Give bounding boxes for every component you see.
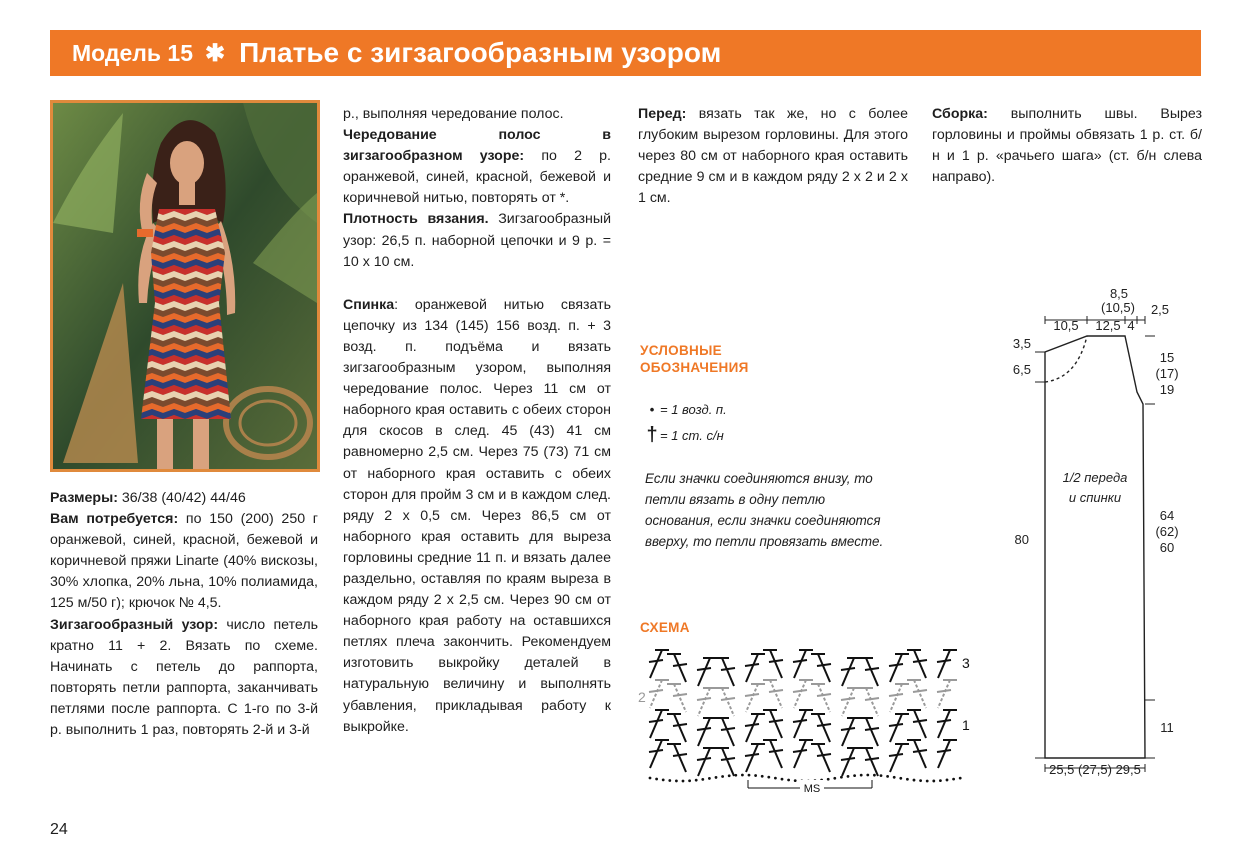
page-title: Платье с зигзагообразным узором bbox=[239, 37, 722, 68]
column-2 bbox=[343, 104, 611, 738]
stitch-symbol bbox=[649, 710, 669, 738]
stitch-symbol bbox=[763, 710, 783, 738]
repeat-label: MS bbox=[803, 783, 821, 794]
stitch-symbol bbox=[889, 684, 909, 712]
chain-dot bbox=[728, 774, 731, 777]
continuation-paragraph: р., выполняя чередование полос. bbox=[343, 106, 564, 122]
zigzag-paragraph: Зигзагообразный узор: число петель кратно 11 + 2. Вязать по схеме. Начинать с петель до раппорта, повторять петли раппорта, заканчивать петлями после раппорта. С 1-го по 3-й р. выполнить 1 раз, повторять 2-й и 3-й bbox=[50, 616, 319, 739]
chain-dot bbox=[794, 779, 797, 782]
stitch-symbol bbox=[889, 714, 909, 742]
chain-stitch-icon: • bbox=[649, 402, 655, 417]
chain-dot bbox=[781, 778, 784, 781]
dim-height-total: 80 bbox=[1014, 532, 1029, 547]
chain-dot bbox=[695, 779, 698, 782]
chain-dot bbox=[847, 775, 850, 778]
dim-neck-a: 3,5 bbox=[1012, 336, 1031, 351]
chain-dot bbox=[649, 777, 652, 780]
assembly-paragraph: Сборка: выполнить швы. Вырез горловины и проймы обвязать 1 р. ст. б/н и 1 р. «рачьего шага» (ст. б/н слева направо). bbox=[932, 106, 1202, 186]
stitch-symbol bbox=[745, 684, 765, 712]
chain-dot bbox=[675, 780, 678, 783]
chain-dot bbox=[827, 778, 830, 781]
stitch-symbol bbox=[745, 654, 765, 682]
chain-dot bbox=[688, 779, 691, 782]
stitch-symbol bbox=[793, 740, 813, 768]
chain-dot bbox=[741, 774, 744, 777]
dim-hem-height: 11 bbox=[1160, 720, 1174, 735]
front-paragraph: Перед: вязать так же, но с более глубоким вырезом горловины. Для этого через 80 см от наборного края оставить средние 9 см и в каждом ряду 2 х 2 и 2 х 1 см. bbox=[638, 106, 908, 207]
back-paragraph: Спинка: оранжевой нитью связать цепочку из 134 (145) 156 возд. п. + 3 возд. п. подъёма и вязать зигзагообразным узором, выполняя чередование полос. Через 11 см от наборного края оставить с обеих сторон для скосов в след. 45 (43) 41 см равномерно 2,5 см. Через 75 (73) 71 см от наборного края оставить с обеих сторон для пройм 3 см и в каждом след. ряду 2 х 0,5 см. Через 86,5 см от наборного края оставить для выреза горловины средние 11 п. и вязать далее раздельно, оставляя по краям выреза в каждом ряду 2 х 2,5 см. Через 90 см от наборного края работу на оставшихся петлях плеча закончить. Рекомендуем изготовить выкройку деталей в натуральную величину и выполнять убавления, прикладывая работу к выкройке. bbox=[343, 296, 611, 735]
pattern-diagram bbox=[1005, 280, 1205, 780]
stitch-symbol bbox=[745, 744, 765, 772]
page-number: 24 bbox=[50, 821, 68, 838]
stripes-paragraph: Чередование полос в зигзагообразном узоре: по 2 р. оранжевой, синей, красной, бежевой и коричневой нитью, повторять от *. bbox=[343, 127, 611, 207]
stitch-symbol bbox=[841, 718, 861, 746]
chain-dot bbox=[873, 774, 876, 777]
chain-dot bbox=[913, 779, 916, 782]
dim-arm-a: 15 bbox=[1159, 350, 1175, 365]
crochet-scheme bbox=[636, 644, 980, 794]
dim-side-b: (62) bbox=[1155, 524, 1179, 539]
star-icon: ✱ bbox=[205, 39, 226, 67]
stitch-symbol bbox=[697, 688, 717, 716]
stitch-symbol bbox=[811, 684, 831, 712]
dim-side-c: 60 bbox=[1159, 540, 1175, 555]
chain-dot bbox=[880, 774, 883, 777]
column-3 bbox=[638, 104, 908, 209]
model-photo bbox=[50, 100, 320, 472]
stitch-symbol bbox=[859, 658, 879, 686]
stitch-symbol bbox=[841, 688, 861, 716]
stitch-symbol bbox=[697, 748, 717, 776]
stitch-symbol bbox=[811, 744, 831, 772]
stitch-symbol bbox=[841, 748, 861, 776]
stitch-symbol bbox=[667, 654, 687, 682]
legend-note: Если значки соединяются внизу, то петли вязать в одну петлю основания, если значки соединяются вверху, то петли провязать вместе. bbox=[645, 471, 884, 549]
stitch-symbol bbox=[793, 680, 813, 708]
chain-dot bbox=[774, 777, 777, 780]
dim-arm-b: (17) bbox=[1155, 366, 1179, 381]
stitch-symbol bbox=[937, 710, 957, 738]
chain-dot bbox=[668, 779, 671, 782]
diagram-caption-2: и спинки bbox=[1068, 490, 1122, 505]
density-paragraph: Плотность вязания. Зигзагообразный узор: 26,5 п. наборной цепочки и 9 р. = 10 х 10 см. bbox=[343, 211, 611, 270]
chain-dot bbox=[959, 777, 962, 780]
stitch-symbol bbox=[649, 650, 669, 678]
stitch-symbol bbox=[859, 718, 879, 746]
dim-top-e: 2,5 bbox=[1150, 302, 1170, 317]
legend-title: УСЛОВНЫЕ ОБОЗНАЧЕНИЯ bbox=[640, 343, 749, 375]
stitch-symbol bbox=[715, 688, 735, 716]
stitch-symbol bbox=[811, 714, 831, 742]
dim-width-bottom: 25,5 (27,5) 29,5 bbox=[1049, 762, 1141, 777]
stitch-symbol bbox=[937, 650, 957, 678]
stitch-symbol bbox=[697, 658, 717, 686]
stitch-symbol bbox=[715, 658, 735, 686]
scheme-row-1-label: 1 bbox=[962, 717, 970, 733]
scheme-title: СХЕМА bbox=[640, 620, 690, 635]
chain-dot bbox=[715, 776, 718, 779]
stitch-symbol bbox=[793, 710, 813, 738]
chain-dot bbox=[893, 776, 896, 779]
chain-dot bbox=[662, 778, 665, 781]
scheme-row-3-label: 3 bbox=[962, 655, 970, 671]
dim-arm-c: 19 bbox=[1159, 382, 1175, 397]
chain-dot bbox=[886, 775, 889, 778]
front-neckline bbox=[1045, 336, 1087, 382]
stitch-symbol bbox=[667, 744, 687, 772]
materials-paragraph: Вам потребуется: по 150 (200) 250 г оранжевой, синей, красной, бежевой и коричневой пряжи Linarte (40% вискозы, 30% хлопка, 20% льна, 10% полиамида, 125 м/50 г); крючок № 4,5. bbox=[50, 511, 318, 612]
stitch-symbol bbox=[907, 740, 927, 768]
stitch-symbol bbox=[907, 710, 927, 738]
chain-dot bbox=[833, 777, 836, 780]
chain-dot bbox=[748, 774, 751, 777]
chain-dot bbox=[682, 780, 685, 783]
dim-top-d: 4 bbox=[1127, 318, 1135, 333]
stitch-symbol bbox=[649, 740, 669, 768]
legend-chain-row: • = 1 возд. п. bbox=[644, 402, 727, 417]
stitch-symbol bbox=[859, 748, 879, 776]
chain-dot bbox=[734, 774, 737, 777]
stitch-symbol bbox=[889, 654, 909, 682]
chain-dot bbox=[906, 778, 909, 781]
stitch-symbol bbox=[763, 740, 783, 768]
stitch-symbol bbox=[841, 658, 861, 686]
double-crochet-icon: † bbox=[646, 424, 658, 446]
chain-dot bbox=[754, 774, 757, 777]
stitch-symbol bbox=[793, 650, 813, 678]
dim-top-b: (10,5) bbox=[1101, 300, 1135, 315]
chain-dot bbox=[866, 774, 869, 777]
model-number: Модель 15 bbox=[72, 39, 194, 66]
stitch-symbol bbox=[763, 650, 783, 678]
stitch-symbol bbox=[937, 680, 957, 708]
pattern-outline bbox=[1045, 336, 1145, 758]
stitch-symbol bbox=[859, 688, 879, 716]
chain-dot bbox=[708, 777, 711, 780]
chain-dot bbox=[701, 778, 704, 781]
stitch-symbol bbox=[649, 680, 669, 708]
chain-dot bbox=[767, 776, 770, 779]
stitch-symbol bbox=[667, 684, 687, 712]
chain-dot bbox=[946, 779, 949, 782]
chain-dot bbox=[899, 777, 902, 780]
dim-top-c: 12,5 bbox=[1095, 318, 1121, 333]
column-1 bbox=[50, 488, 318, 741]
chain-dot bbox=[853, 774, 856, 777]
stitch-symbol bbox=[907, 650, 927, 678]
chain-dot bbox=[860, 774, 863, 777]
stitch-symbol bbox=[697, 718, 717, 746]
stitch-symbol bbox=[715, 748, 735, 776]
stitch-symbol bbox=[763, 680, 783, 708]
legend-dc-row: † = 1 ст. с/н bbox=[644, 424, 724, 447]
dim-neck-b: 6,5 bbox=[1012, 362, 1031, 377]
chain-dot bbox=[939, 779, 942, 782]
chain-dot bbox=[721, 775, 724, 778]
chain-dot bbox=[840, 776, 843, 779]
sizes-paragraph: Размеры: 36/38 (40/42) 44/46 bbox=[50, 490, 246, 506]
stitch-symbol bbox=[667, 714, 687, 742]
dim-side-a: 64 bbox=[1159, 508, 1175, 523]
stitch-symbol bbox=[889, 744, 909, 772]
stitch-symbol bbox=[937, 740, 957, 768]
chain-dot bbox=[932, 780, 935, 783]
stitch-symbol bbox=[811, 654, 831, 682]
chain-dot bbox=[787, 779, 790, 782]
chain-dot bbox=[919, 779, 922, 782]
chain-dot bbox=[952, 778, 955, 781]
column-4 bbox=[932, 104, 1202, 188]
dim-top-a: 8,5 bbox=[1109, 286, 1129, 301]
stitch-symbol bbox=[715, 718, 735, 746]
chain-dot bbox=[655, 778, 658, 781]
chain-dot bbox=[926, 780, 929, 783]
title-bar bbox=[50, 30, 1201, 76]
diagram-caption-1: 1/2 переда bbox=[1062, 470, 1128, 485]
chain-dot bbox=[761, 775, 764, 778]
stitch-symbol bbox=[907, 680, 927, 708]
dim-left-top: 10,5 bbox=[1053, 318, 1079, 333]
scheme-row-2-label: 2 bbox=[638, 689, 646, 705]
stitch-symbol bbox=[745, 714, 765, 742]
